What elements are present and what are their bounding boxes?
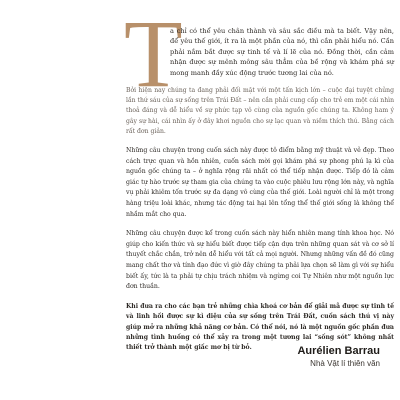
author-signature: [297, 345, 380, 368]
paragraph-intro: a chỉ có thể yêu chân thành và sâu sắc điều mà ta biết. Vậy nên, để yêu thế giới, ít ra là một phần của nó, thì cần phải hiểu nó. Cần phải nắm bắt được sự tinh tế và lí lẽ của nó. Đồng thời, cần cảm nhận được sự mênh mông sâu thẳm của bề rộng và khám phá sự mong manh đầy xúc động trước tương lai của nó.: [170, 27, 394, 77]
paragraph-science: Những câu chuyện được kể trong cuốn sách này hiển nhiên mang tính khoa học. Nó giúp cho kiến thức và sự hiểu biết được tiếp cận dựa trên những quan sát và cơ sở lí thuyết chắc chắn, trở nên dễ hiểu với tất cả mọi người. Nhưng những vấn đề đó cũng mang chất thơ và tính đạo đức vì giờ đây chúng ta phải lựa chọn sẽ làm gì với sự hiểu biết ấy, tức là ta phải tự chịu trách nhiệm và ngừng coi Tự Nhiên như một nguồn lực đơn thuần.: [126, 230, 394, 291]
preface-body: [126, 0, 394, 354]
paragraph-illustrations: Những câu chuyện trong cuốn sách này được tô điểm bằng mỹ thuật và vẻ đẹp. Theo cách trực quan và hồn nhiên, cuốn sách mời gọi khám phá sự phong phú lạ kì của nguồn gốc chúng ta – ở nghĩa rộng rãi nhất có thể tiếp nhận được. Tiếp đó là cảm giác tự hào trước sự tham gia của chúng ta vào cuộc phiêu lưu rộng lớn này, và nghĩa vụ phải khiêm tốn trước sự đa dạng vô cùng của thế giới. Loài người chỉ là một trong hàng triệu loài khác, nhưng tác động tai hại lên tổng thể thế giới sống là không thể nhầm mắt cho qua.: [126, 147, 394, 218]
author-name: Aurélien Barrau: [297, 345, 380, 357]
drop-cap-letter: T: [124, 0, 183, 107]
paragraph-quote: Bởi hiện nay chúng ta đang phải đối mặt với một tấn kịch lớn – cuộc đại tuyệt chủng lần thứ sáu của sự sống trên Trái Đất – nên cần phải cung cấp cho trẻ em một cái nhìn thoả đáng và dễ hiểu về sự phức tạp vô cùng của nguồn gốc chúng ta. Không ham ý gây sự hài, cái nhìn ấy ở đây khơi nguồn cho sự lạc quan và niềm thích thú. Bằng cách rất đơn giản.: [126, 87, 394, 135]
paragraph-conclusion: Khi đưa ra cho các bạn trẻ những chìa khoá cơ bản để giải mã được sự tinh tế và linh hồi được sự kì diệu của sự sống trên Trái Đất, cuốn sách thú vị này giúp mở ra những khả năng cơ bản. Có thể nói, nó là một nguồn gốc phần đưa những tình huống có thể xảy ra trong một tương lai “sống sót” không nhất thiết trở thành một giấc mơ bị từ bỏ.: [126, 302, 394, 352]
author-title: Nhà Vật lí thiên văn: [310, 359, 380, 368]
